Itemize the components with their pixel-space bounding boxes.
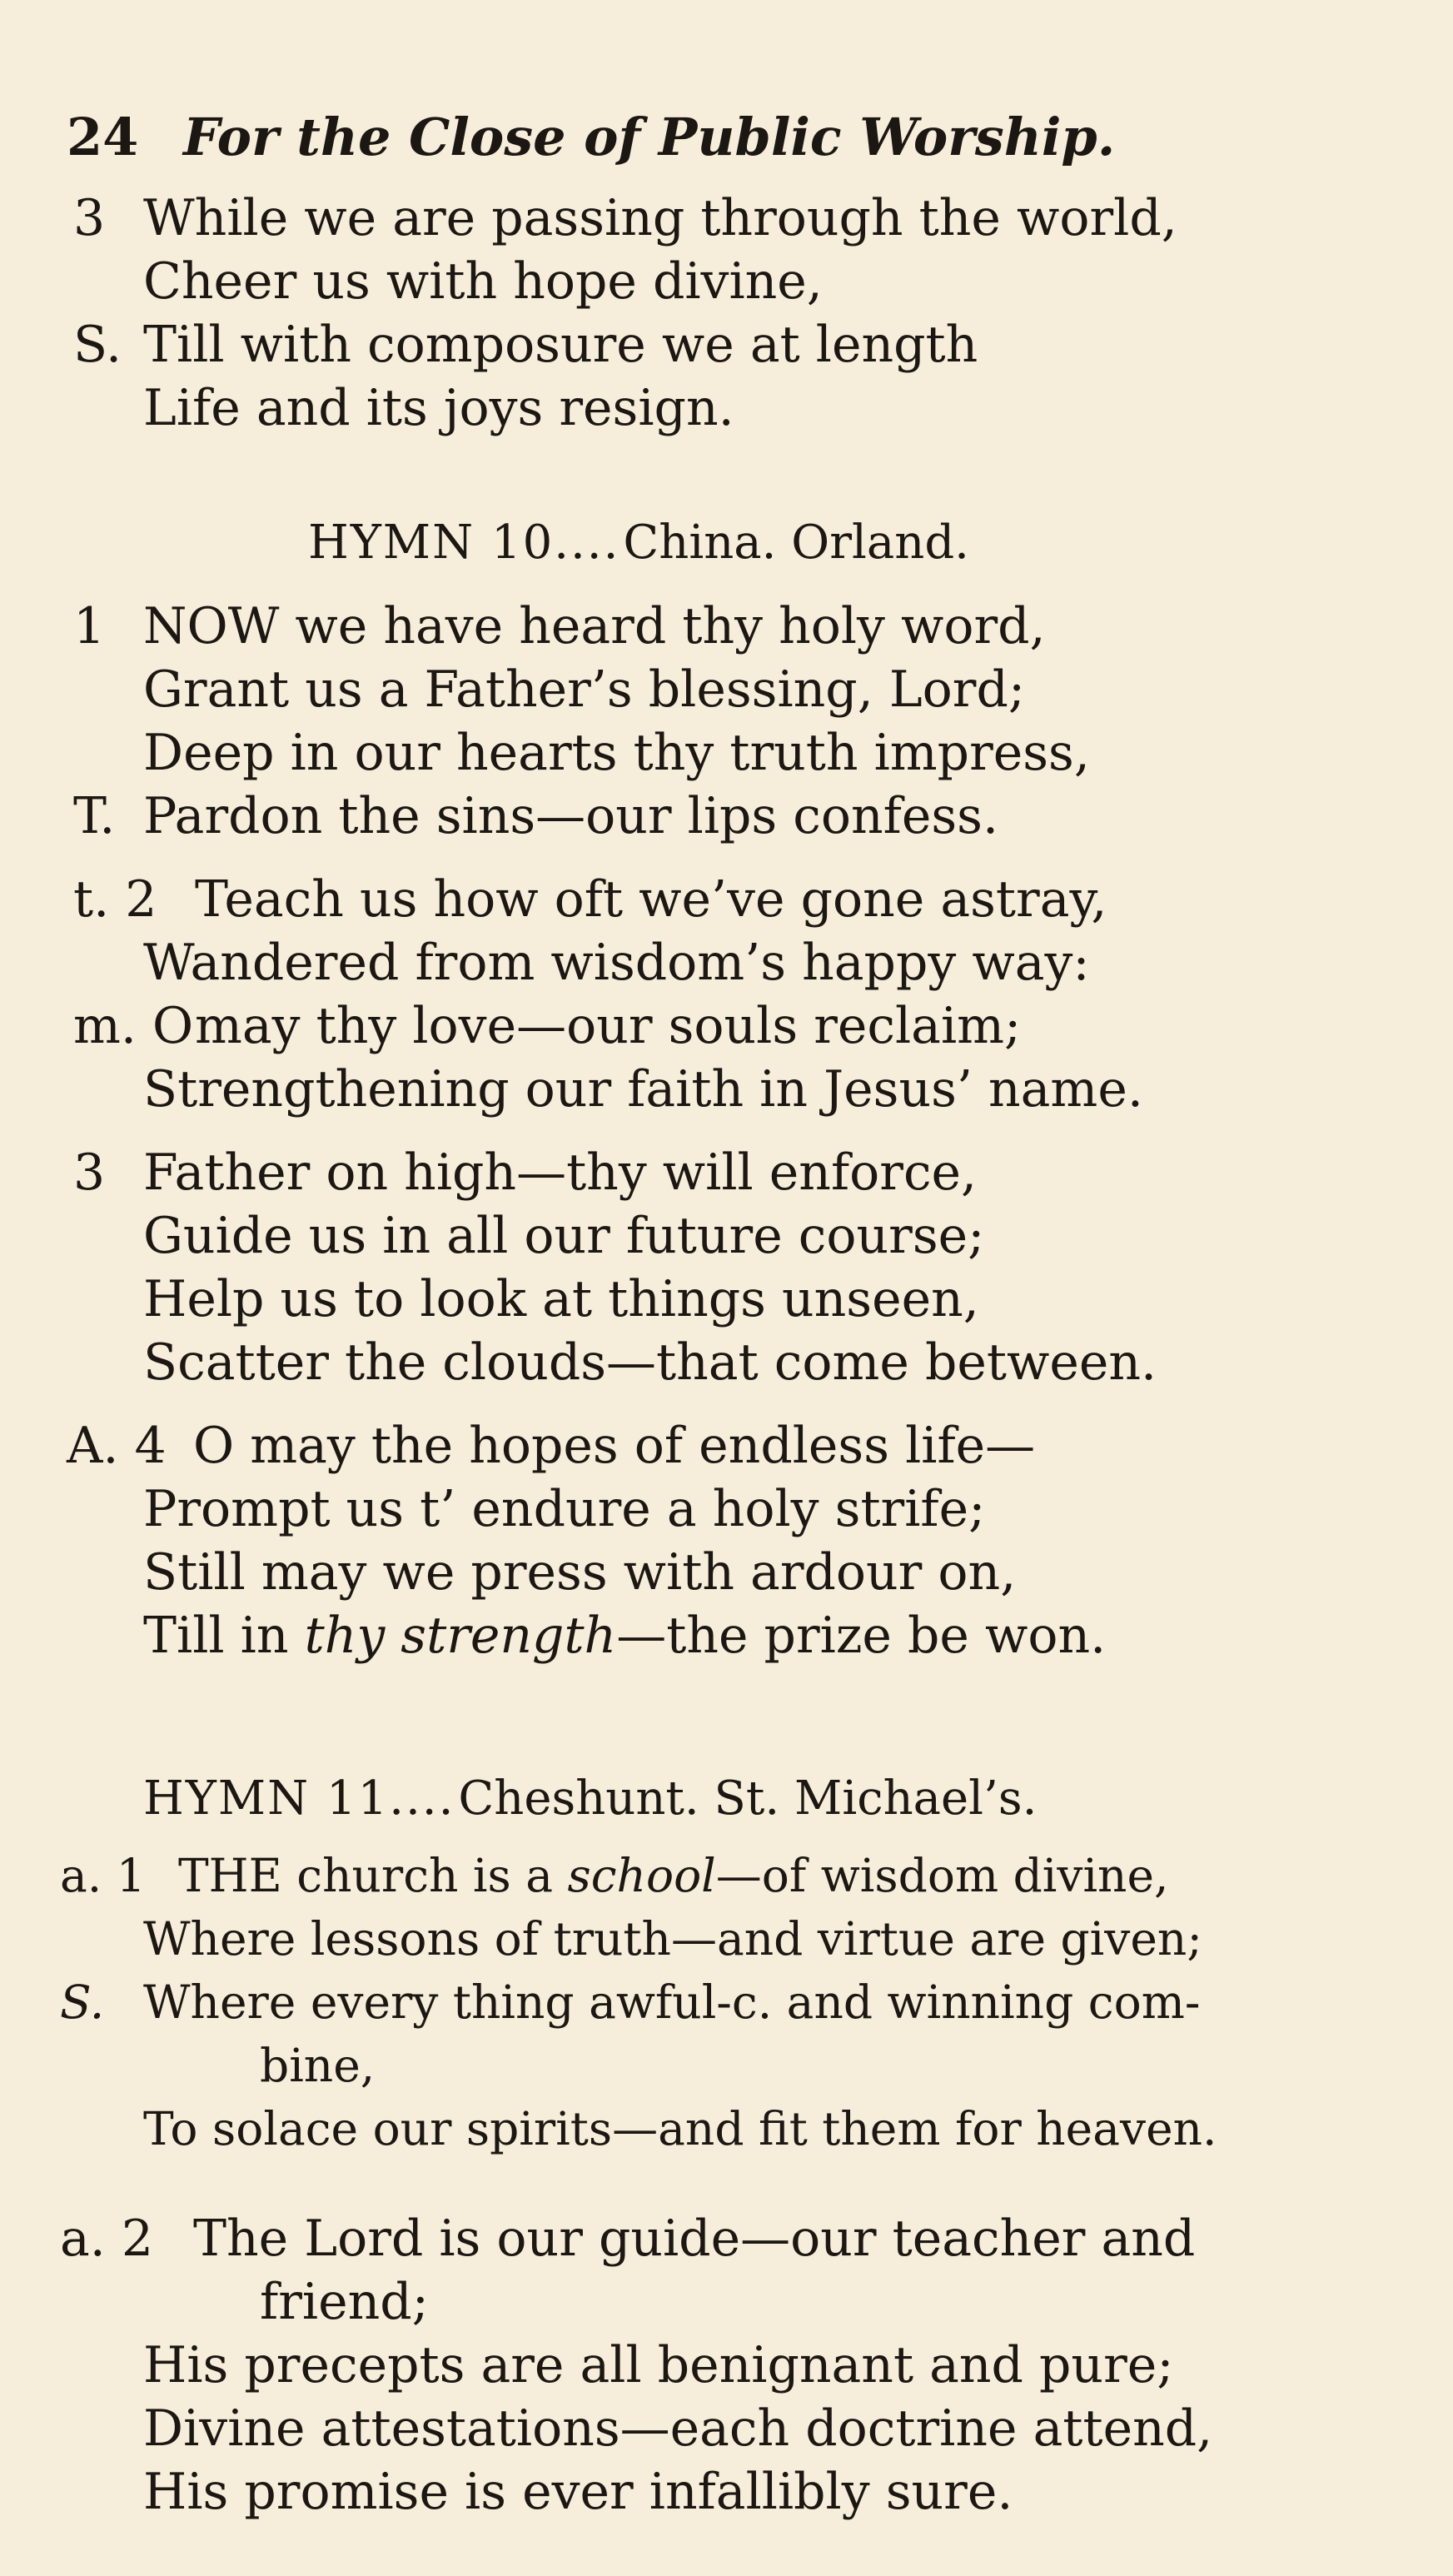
verse-text: Till with composure we at length xyxy=(143,316,978,374)
verse-text: Strengthening our faith in Jesus’ name. xyxy=(143,1060,1143,1119)
verse-marker: a. 1 xyxy=(60,1849,146,1902)
verse-text: bine, xyxy=(260,2039,376,2092)
verse-text: Deep in our hearts thy truth impress, xyxy=(143,724,1090,782)
verse-text: Still may we press with ardour on, xyxy=(143,1543,1017,1602)
verse-marker: T. xyxy=(73,787,116,845)
verse-text: Pardon the sins—our lips confess. xyxy=(143,787,999,845)
running-title: For the Close of Public Worship. xyxy=(183,107,1116,167)
verse-text: may thy love—our souls reclaim; xyxy=(195,997,1022,1055)
verse-marker: S. xyxy=(60,1976,105,2029)
verse-text: O may the hopes of endless life— xyxy=(193,1417,1036,1475)
verse-text: friend; xyxy=(260,2273,429,2331)
hymn-number: HYMN 11.... xyxy=(143,1771,455,1826)
verse-text: Where lessons of truth—and virtue are given; xyxy=(143,1912,1202,1966)
verse-text-end: —of wisdom divine, xyxy=(715,1849,1169,1902)
verse-marker: t. 2 xyxy=(73,870,157,929)
verse-text-start: THE church is a xyxy=(178,1849,568,1902)
italic-word: school xyxy=(567,1849,716,1902)
verse-text: Grant us a Father’s blessing, Lord; xyxy=(143,660,1026,719)
verse-text: Divine attestations—each doctrine attend, xyxy=(143,2399,1213,2458)
verse-number: 1 xyxy=(73,597,106,655)
italic-phrase: thy strength xyxy=(304,1607,617,1665)
verse-text: Where every thing awful-c. and winning com- xyxy=(143,1976,1201,2029)
verse-text: Help us to look at things unseen, xyxy=(143,1270,979,1328)
page-number: 24 xyxy=(67,107,139,167)
verse-text: Scatter the clouds—that come between. xyxy=(143,1333,1157,1392)
verse-marker: m. O xyxy=(73,997,194,1055)
verse-marker: S. xyxy=(73,316,122,374)
verse-text xyxy=(178,1842,1169,1909)
verse-text: Guide us in all our future course; xyxy=(143,1207,985,1265)
verse-text: Teach us how oft we’ve gone astray, xyxy=(195,870,1107,929)
hymn-tunes: Cheshunt. St. Michael’s. xyxy=(458,1771,1038,1826)
hymn-number: HYMN 10.... xyxy=(308,516,620,570)
hymn-tunes: China. Orland. xyxy=(623,516,969,570)
hymn-11-heading xyxy=(143,1766,1037,1832)
verse-text: His promise is ever infallibly sure. xyxy=(143,2463,1013,2521)
verse-text: While we are passing through the world, xyxy=(143,189,1177,247)
verse-text: Life and its joys resign. xyxy=(143,379,734,437)
hymn-10-heading xyxy=(308,510,969,576)
page-header xyxy=(67,107,1115,173)
verse-text: Prompt us t’ endure a holy strife; xyxy=(143,1480,986,1538)
verse-number: 3 xyxy=(73,189,106,247)
verse-text xyxy=(143,1602,1106,1669)
verse-marker: a. 2 xyxy=(60,2210,154,2268)
verse-text: Cheer us with hope divine, xyxy=(143,252,823,311)
verse-marker: A. 4 xyxy=(67,1417,167,1475)
verse-text: NOW we have heard thy holy word, xyxy=(143,597,1046,655)
verse-text-start: Till in xyxy=(143,1607,305,1665)
verse-text: To solace our spirits—and fit them for heaven. xyxy=(143,2102,1217,2155)
verse-text: Wandered from wisdom’s happy way: xyxy=(143,934,1090,992)
verse-text: Father on high—thy will enforce, xyxy=(143,1144,978,1202)
verse-text-end: —the prize be won. xyxy=(616,1607,1107,1665)
verse-number: 3 xyxy=(73,1144,106,1202)
verse-text: The Lord is our guide—our teacher and xyxy=(193,2210,1196,2268)
verse-text: His precepts are all benignant and pure; xyxy=(143,2336,1174,2394)
